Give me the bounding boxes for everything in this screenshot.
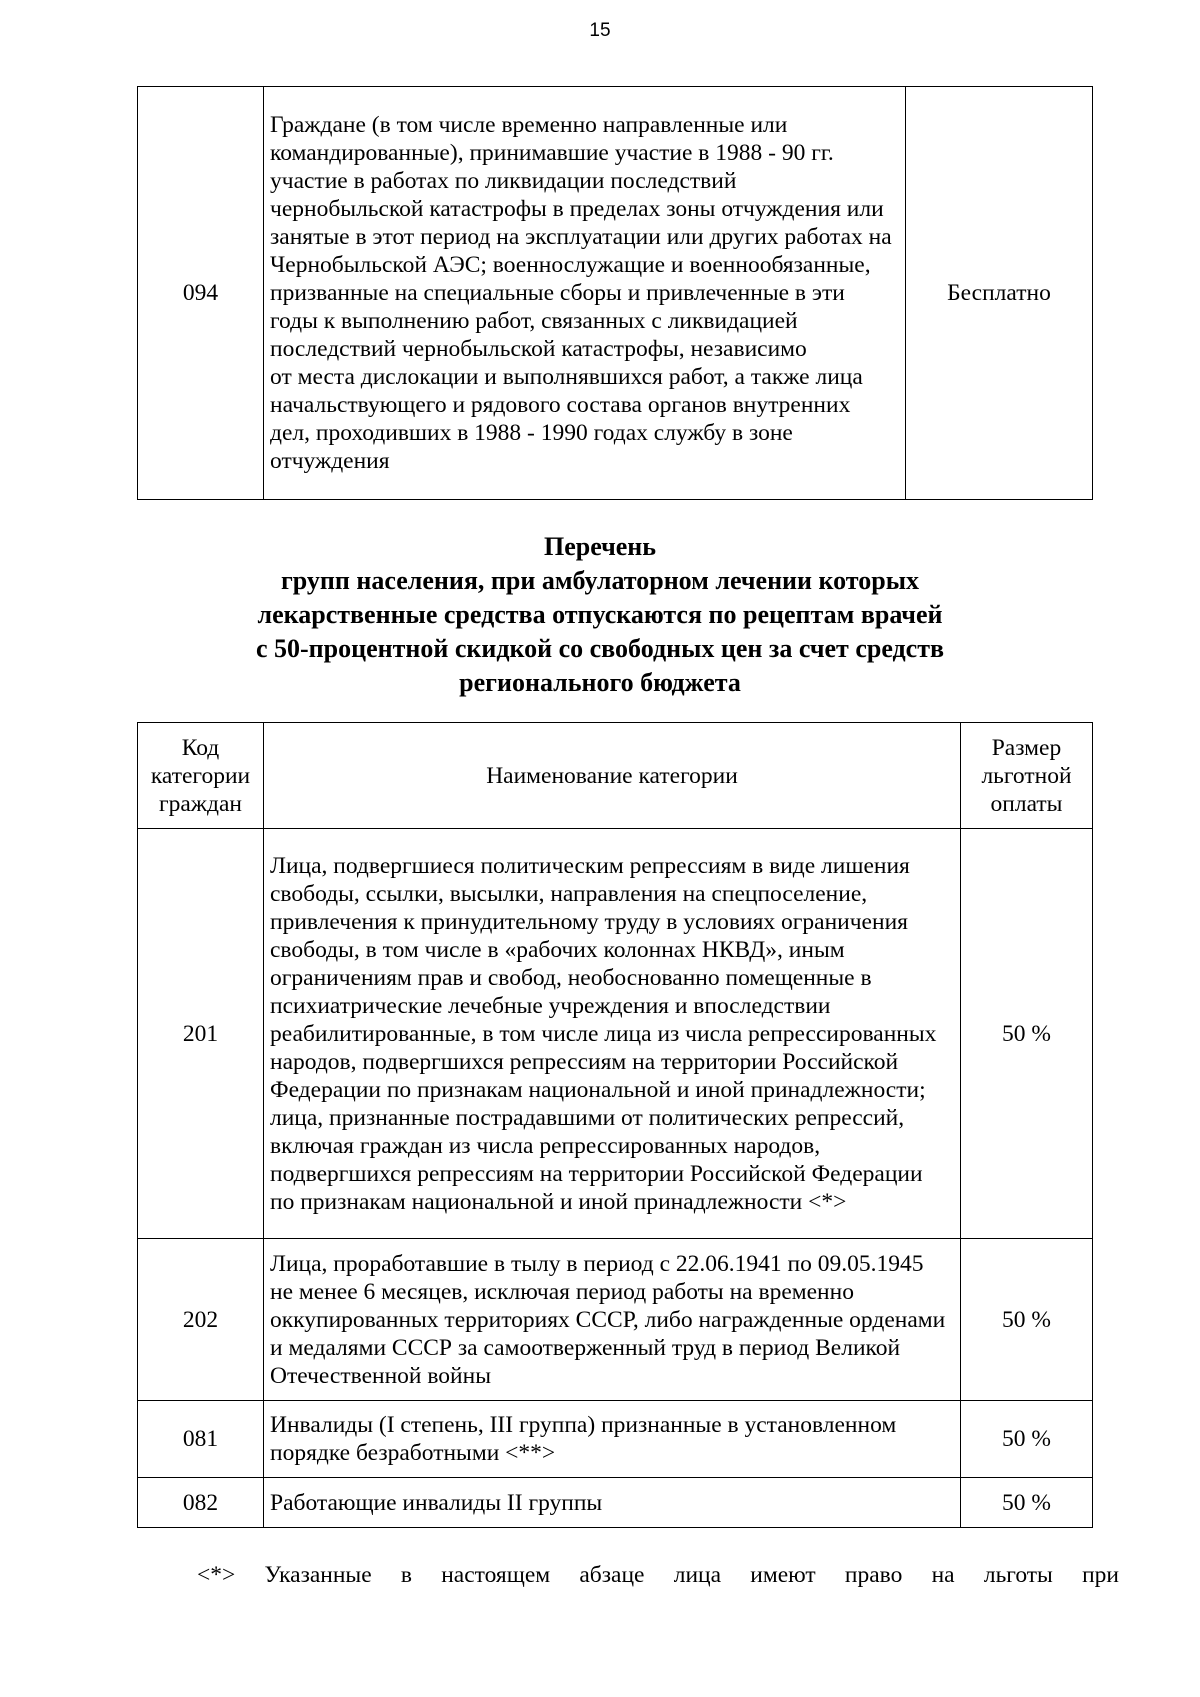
benefit-amount: 50 % xyxy=(961,1478,1093,1528)
section-heading xyxy=(0,530,1200,700)
heading-line: Перечень xyxy=(543,532,657,561)
category-description: Граждане (в том числе временно направленные или командированные), принимавшие участие в 1988 - 90 гг. участие в работах по ликвидации последствий чернобыльской катастрофы в пределах зоны отчуждения или занятые в этот период на эксплуатации или других работах на Чернобыльской АЭС; военнослужащие и военнообязанные, призванные на специальные сборы и привлеченные в эти годы к выполнению работ, связанных с ликвидацией последствий чернобыльской катастрофы, независимо от места дислокации и выполнявшихся работ, а также лица начальствующего и рядового состава органов внутренних дел, проходивших в 1988 - 1990 годах службу в зоне отчуждения xyxy=(264,87,906,500)
page-number: 15 xyxy=(589,20,611,41)
benefits-table-continued xyxy=(137,86,1093,500)
heading-line: регионального бюджета xyxy=(459,668,741,697)
benefit-amount: Бесплатно xyxy=(906,87,1093,500)
table-row xyxy=(138,1478,1093,1528)
header-amount: Размер льготной оплаты xyxy=(961,723,1093,829)
category-description: Работающие инвалиды II группы xyxy=(264,1478,961,1528)
table-row xyxy=(138,829,1093,1239)
category-code: 094 xyxy=(138,87,264,500)
benefit-amount: 50 % xyxy=(961,829,1093,1239)
category-code: 202 xyxy=(138,1239,264,1401)
footnote: <*> Указанные в настоящем абзаце лица имеют право на льготы при xyxy=(197,1562,1119,1588)
benefit-amount: 50 % xyxy=(961,1239,1093,1401)
category-description: Инвалиды (I степень, III группа) признанные в установленном порядке безработными <**> xyxy=(264,1401,961,1478)
category-description: Лица, проработавшие в тылу в период с 22.06.1941 по 09.05.1945 не менее 6 месяцев, исключая период работы на временно оккупированных территориях СССР, либо награжденные орденами и медалями СССР за самоотверженный труд в период Великой Отечественной войны xyxy=(264,1239,961,1401)
heading-line: групп населения, при амбулаторном лечении которых xyxy=(280,566,919,595)
header-category-name: Наименование категории xyxy=(264,723,961,829)
table-row xyxy=(138,1401,1093,1478)
discount-categories-table xyxy=(137,722,1093,1528)
table-row xyxy=(138,1239,1093,1401)
table-header-row xyxy=(138,723,1093,829)
heading-line: лекарственные средства отпускаются по рецептам врачей xyxy=(257,600,943,629)
category-code: 201 xyxy=(138,829,264,1239)
table-row xyxy=(138,87,1093,500)
benefit-amount: 50 % xyxy=(961,1401,1093,1478)
header-code: Код категории граждан xyxy=(138,723,264,829)
category-code: 081 xyxy=(138,1401,264,1478)
category-description: Лица, подвергшиеся политическим репрессиям в виде лишения свободы, ссылки, высылки, направления на спецпоселение, привлечения к принудительному труду в условиях ограничения свободы, в том числе в «рабочих колоннах НКВД», иным ограничениям прав и свобод, необоснованно помещенные в психиатрические лечебные учреждения и впоследствии реабилитированные, в том числе лица из числа репрессированных народов, подвергшихся репрессиям на территории Российской Федерации по признакам национальной и иной принадлежности; лица, признанные пострадавшими от политических репрессий, включая граждан из числа репрессированных народов, подвергшихся репрессиям на территории Российской Федерации по признакам национальной и иной принадлежности <*> xyxy=(264,829,961,1239)
heading-line: с 50-процентной скидкой со свободных цен за счет средств xyxy=(255,634,945,663)
category-code: 082 xyxy=(138,1478,264,1528)
